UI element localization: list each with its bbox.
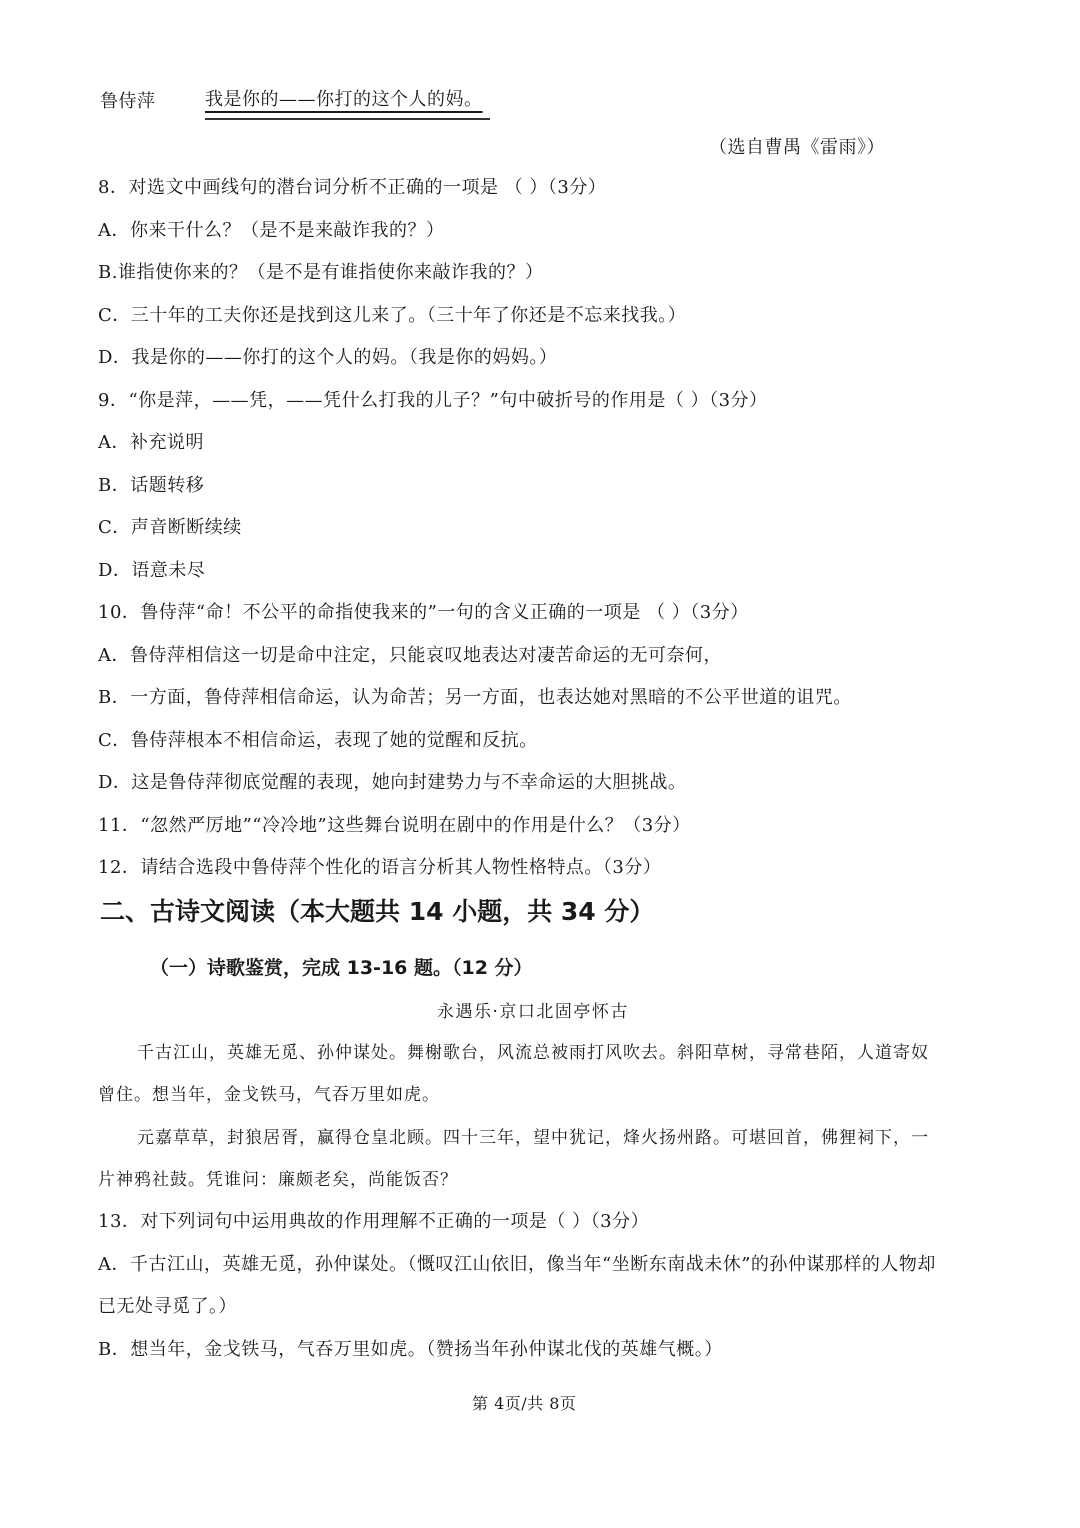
question-10-option-a: A．鲁侍萍相信这一切是命中注定，只能哀叹地表达对凄苦命运的无可奈何， <box>98 645 722 666</box>
question-10-option-b: B．一方面，鲁侍萍相信命运，认为命苦；另一方面，也表达她对黑暗的不公平世道的诅咒。 <box>98 687 852 708</box>
question-13-option-a: A．千古江山，英雄无觅，孙仲谋处。（慨叹江山依旧，像当年“坐断东南战未休”的孙仲谋那样的人物却 <box>98 1254 936 1275</box>
question-8-option-c: C．三十年的工夫你还是找到这儿来了。（三十年了你还是不忘来找我。） <box>98 305 687 326</box>
question-13: 13．对下列词句中运用典故的作用理解不正确的一项是（ ）（3分） <box>98 1211 650 1232</box>
section-title: 二、古诗文阅读（本大题共 14 小题，共 34 分） <box>100 897 655 926</box>
poem-title: 永遇乐·京口北固亭怀古 <box>437 1002 629 1022</box>
poem-line: 片神鸦社鼓。凭谁问：廉颇老矣，尚能饭否？ <box>98 1170 458 1190</box>
question-8-option-a: A．你来干什么？（是不是来敲诈我的？） <box>98 220 445 241</box>
question-13-option-a-cont: 已无处寻觅了。） <box>98 1296 237 1317</box>
subsection-title: （一）诗歌鉴赏，完成 13-16 题。（12 分） <box>150 957 533 979</box>
poem-line: 曾住。想当年，金戈铁马，气吞万里如虎。 <box>98 1085 440 1105</box>
question-9-option-b: B．话题转移 <box>98 475 205 496</box>
poem-line: 元嘉草草，封狼居胥，赢得仓皇北顾。四十三年，望中犹记，烽火扬州路。可堪回首，佛狸祠下，一 <box>137 1128 929 1148</box>
excerpt-source: （选自曹禺《雷雨》） <box>709 137 885 158</box>
question-9-option-c: C．声音断断续续 <box>98 517 242 538</box>
page-footer: 第 4页/共 8页 <box>472 1394 577 1413</box>
underline-bar <box>205 118 490 120</box>
question-13-option-b: B．想当年，金戈铁马，气吞万里如虎。（赞扬当年孙仲谋北伐的英雄气概。） <box>98 1339 723 1360</box>
question-9: 9．“你是萍，——凭，——凭什么打我的儿子？”句中破折号的作用是（ ）（3分） <box>98 390 768 411</box>
question-10-option-d: D．这是鲁侍萍彻底觉醒的表现，她向封建势力与不幸命运的大胆挑战。 <box>98 772 687 793</box>
question-9-option-a: A．补充说明 <box>98 432 204 453</box>
question-12: 12．请结合选段中鲁侍萍个性化的语言分析其人物性格特点。（3分） <box>98 857 662 878</box>
question-10-option-c: C．鲁侍萍根本不相信命运，表现了她的觉醒和反抗。 <box>98 730 538 751</box>
question-8-option-d: D．我是你的——你打的这个人的妈。（我是你的妈妈。） <box>98 347 558 368</box>
question-8: 8．对选文中画线句的潜台词分析不正确的一项是 （ ）（3分） <box>98 177 607 198</box>
underlined-speech: 我是你的——你打的这个人的妈。 <box>205 89 483 110</box>
question-9-option-d: D．语意未尽 <box>98 560 206 581</box>
speaker-name: 鲁侍萍 <box>100 91 156 112</box>
poem-line: 千古江山，英雄无觅、孙仲谋处。舞榭歌台，风流总被雨打风吹去。斜阳草树，寻常巷陌，人道寄奴 <box>137 1043 929 1063</box>
question-10: 10．鲁侍萍“命！不公平的命指使我来的”一句的含义正确的一项是 （ ）（3分） <box>98 602 749 623</box>
question-11: 11．“忽然严厉地”“冷冷地”这些舞台说明在剧中的作用是什么？（3分） <box>98 815 691 836</box>
question-8-option-b: B.谁指使你来的？（是不是有谁指使你来敲诈我的？） <box>98 262 544 283</box>
